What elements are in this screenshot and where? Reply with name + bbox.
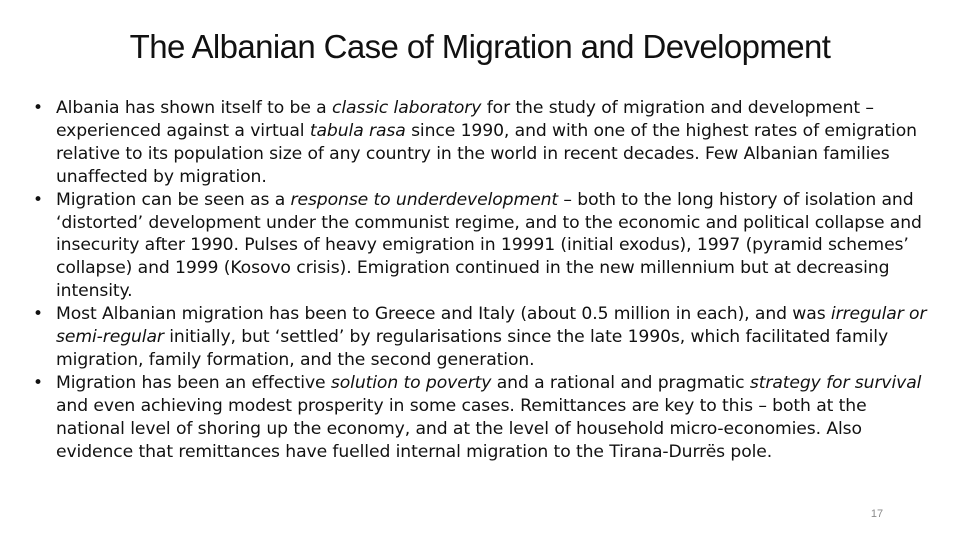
slide-title: The Albanian Case of Migration and Development (129, 28, 831, 65)
slide-number: 17 (870, 508, 884, 520)
bullet-segment-italic: classic laboratory (331, 98, 482, 118)
bullet-dot-icon: • (33, 304, 43, 325)
bullet-segment-italic: response to underdevelopment (290, 189, 559, 210)
bullet-segment-italic: tabula rasa (309, 120, 406, 141)
bullet-segment-italic: irregular or semi-regular (56, 304, 927, 348)
bullet-item (33, 372, 933, 464)
bullet-segment: for the study of migration and development – experienced against a virtual (56, 98, 874, 141)
bullet-text (56, 373, 921, 462)
bullet-text (56, 98, 917, 187)
bullet-dot-icon: • (33, 98, 43, 118)
bullet-item (33, 303, 933, 372)
bullet-segment: since 1990, and with one of the highest rates of emigration relative to its population size of any country in the world in recent decades. Few Albanian families unaffected by migration. (56, 120, 917, 187)
bullet-segment-italic: solution to poverty (330, 372, 492, 393)
bullet-segment-italic: strategy for survival (749, 372, 922, 393)
bullet-segment: Migration can be seen as a (56, 189, 291, 210)
bullet-item (33, 97, 933, 189)
bullet-list (33, 97, 933, 464)
bullet-text (56, 190, 922, 302)
bullet-segment: and a rational and pragmatic (491, 372, 750, 393)
bullet-segment: and even achieving modest prosperity in some cases. Remittances are key to this – both at the national level of shoring up the economy, and at the level of household micro-economies. Also evidence that remittances have fuelled internal migration to the Tirana-Durrës pole. (56, 395, 867, 462)
bullet-segment: Albania has shown itself to be a (56, 98, 332, 118)
bullet-segment: – both to the long history of isolation and ‘distorted’ development under the communist regime, and to the economic and political collapse and insecurity after 1990. Pulses of heavy emigration in 19991 (initial exodus), 1997 (pyramid schemes’ collapse) and 1999 (Kosovo crisis). Emigration continued in the new millennium but at decreasing intensity. (56, 189, 922, 302)
bullet-segment: Most Albanian migration has been to Greece and Italy (about 0.5 million in each), and was (56, 304, 831, 325)
bullet-segment: initially, but ‘settled’ by regularisations since the late 1990s, which facilitated family migration, family formation, and the second generation. (56, 327, 889, 370)
bullet-segment: Migration has been an effective (56, 372, 331, 393)
bullet-item (33, 189, 933, 304)
bullet-dot-icon: • (33, 372, 43, 393)
bullet-text (56, 304, 926, 370)
bullet-dot-icon: • (33, 189, 43, 210)
